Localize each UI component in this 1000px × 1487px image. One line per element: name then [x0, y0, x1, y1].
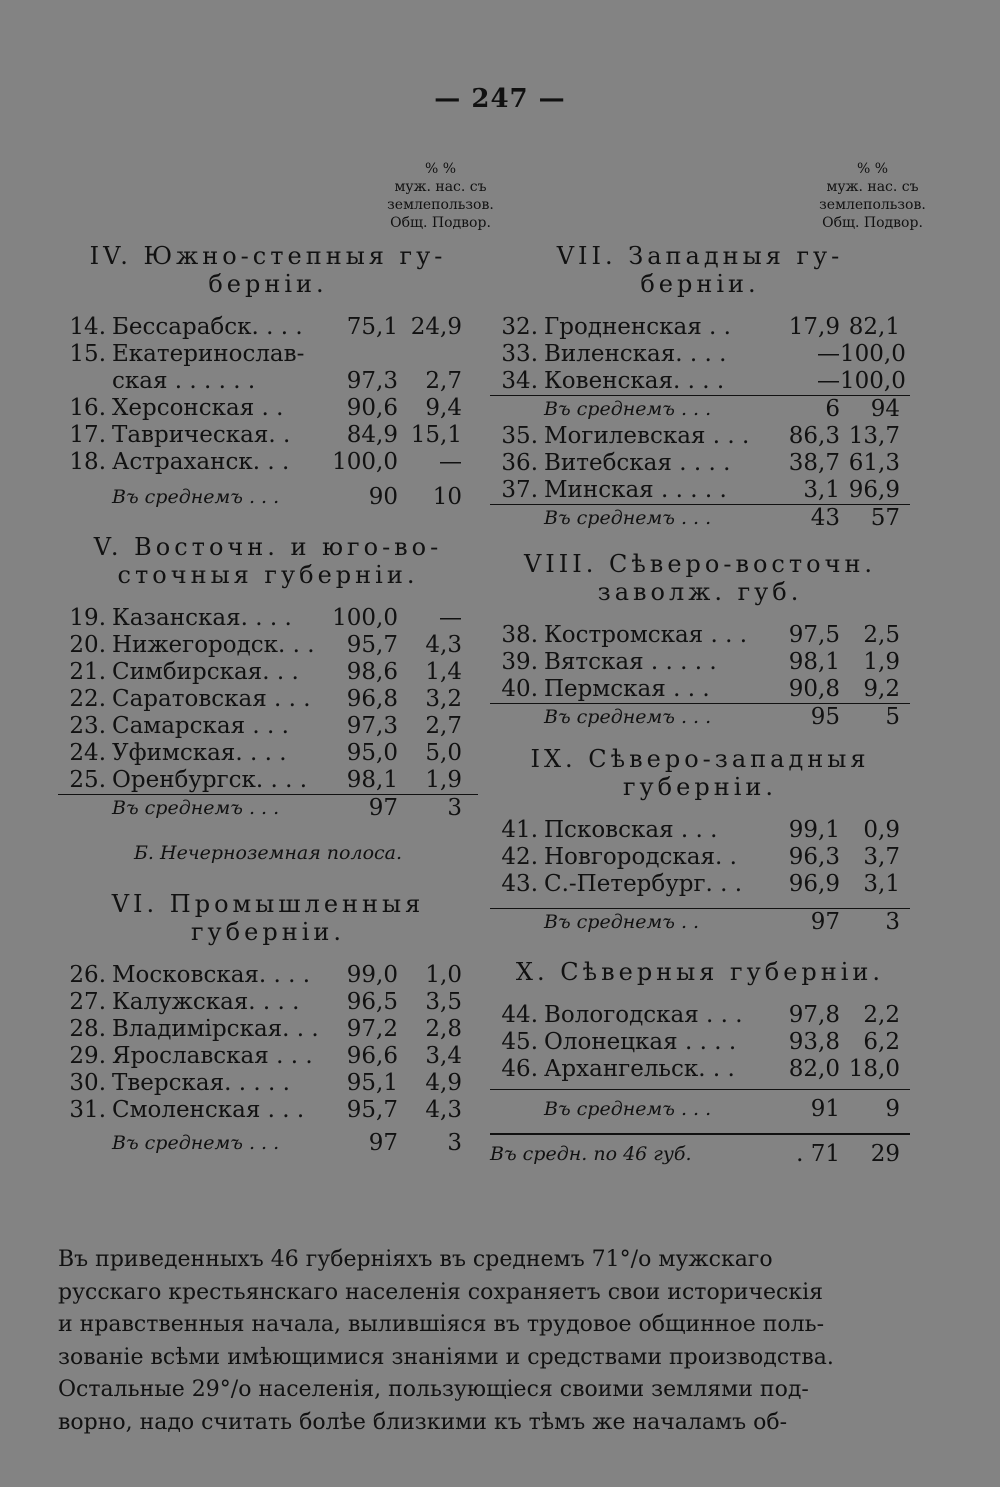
section-title-ix [490, 745, 910, 801]
section-title-iv [58, 242, 478, 298]
average-row: Въ среднемъ . . . 97 3 [112, 1130, 462, 1156]
section-title-line: VI. Промышленныя [111, 890, 425, 918]
section-title-v [58, 533, 478, 589]
header-line-2: землепользов. [387, 197, 494, 213]
section-title-line: IV. Южно-степныя гу- [89, 242, 447, 270]
left-column [58, 160, 494, 1157]
section-title-line: IX. Сѣверо-западныя [530, 745, 870, 773]
section-b-note: Б. Нечерноземная полоса. [133, 842, 403, 864]
table-row: 28. Владимірская. . . 97,2 2,8 [69, 1016, 462, 1042]
table-row: 35. Могилевская . . . 86,3 13,7 [501, 423, 900, 449]
table-row: 45. Олонецкая . . . . 93,8 6,2 [501, 1029, 900, 1055]
table-row: 15. Екатеринослав- [69, 341, 305, 367]
table-row: 23. Самарская . . . 97,3 2,7 [69, 713, 462, 739]
average-row: Въ среднемъ . . 97 3 [490, 908, 910, 936]
section-title-viii [490, 550, 910, 606]
section-title-line: губерніи. [190, 918, 345, 946]
header-percent: % % [856, 161, 889, 177]
section-title-vii [490, 242, 910, 298]
paragraph-line: Остальные 29°/о населенія, пользующіеся своими землями под- [58, 1377, 809, 1402]
header-line-1: муж. нас. съ [826, 179, 919, 195]
section-title-line: сточныя губерніи. [117, 561, 419, 589]
table-row: 18. Астраханск. . . 100,0 — [69, 449, 462, 475]
table-row: 36. Витебская . . . . 38,7 61,3 [501, 450, 900, 476]
table-row: 29. Ярославская . . . 96,6 3,4 [69, 1043, 462, 1069]
table-row: 22. Саратовская . . . 96,8 3,2 [69, 686, 462, 712]
table-row: 19. Казанская. . . . 100,0 — [69, 605, 462, 631]
table-row: 43. С.-Петербург. . . 96,9 3,1 [501, 871, 900, 897]
table-row: 31. Смоленская . . . 95,7 4,3 [69, 1097, 462, 1123]
section-title-line: берніи. [640, 270, 760, 298]
table-row: 21. Симбирская. . . 98,6 1,4 [69, 659, 462, 685]
average-row: Въ среднемъ . . . 95 5 [490, 703, 910, 731]
table-row: 16. Херсонская . . 90,6 9,4 [69, 395, 462, 421]
paragraph-line: зованіе всѣми имѣющимися знаніями и средствами производства. [58, 1344, 834, 1370]
page-number: — 247 — [434, 84, 566, 114]
paragraph-line: русскаго крестьянскаго населенія сохраняетъ свои историческія [58, 1279, 824, 1305]
header-line-3: Общ. Подвор. [390, 215, 491, 231]
table-row: 41. Псковская . . . 99,1 0,9 [501, 817, 900, 843]
table-row: 44. Вологодская . . . 97,8 2,2 [501, 1002, 900, 1028]
table-row: 34. Ковенская. . . . — 100,0 [501, 368, 906, 394]
table-row: 17. Таврическая. . 84,9 15,1 [69, 422, 462, 448]
table-row: 37. Минская . . . . . 3,1 96,9 [501, 477, 900, 503]
section-title-line: берніи. [208, 270, 328, 298]
average-row: Въ среднемъ . . . 6 94 [490, 395, 910, 423]
header-line-1: муж. нас. съ [394, 179, 487, 195]
header-line-3: Общ. Подвор. [822, 215, 923, 231]
table-row: 38. Костромская . . . 97,5 2,5 [501, 622, 900, 648]
section-title-vi [58, 890, 478, 946]
table-row: 46. Архангельск. . . 82,0 18,0 [501, 1056, 900, 1082]
table-row: 25. Оренбургск. . . . 98,1 1,9 [69, 767, 462, 793]
total-average-row: Въ средн. по 46 губ. . 71 29 [490, 1133, 910, 1168]
section-title-line: VII. Западныя гу- [556, 242, 844, 270]
table-row: 39. Вятская . . . . . 98,1 1,9 [501, 649, 900, 675]
average-row: Въ среднемъ . . . 97 3 [58, 794, 478, 822]
section-title-line: X. Сѣверныя губерніи. [515, 958, 885, 986]
body-paragraph [58, 1244, 898, 1439]
header-line-2: землепользов. [819, 197, 926, 213]
table-row: 30. Тверская. . . . . 95,1 4,9 [69, 1070, 462, 1096]
table-row: 27. Калужская. . . . 96,5 3,5 [69, 989, 462, 1015]
section-title-line: заволж. губ. [597, 578, 803, 606]
right-column [490, 160, 926, 1168]
table-row: 14. Бессарабск. . . . 75,1 24,9 [69, 314, 462, 340]
table-row: 20. Нижегородск. . . 95,7 4,3 [69, 632, 462, 658]
table-row: ская . . . . . . 97,3 2,7 [112, 368, 462, 394]
header-percent: % % [424, 161, 457, 177]
table-row: 26. Московская. . . . 99,0 1,0 [69, 962, 462, 988]
average-row: Въ среднемъ . . . 43 57 [490, 504, 910, 532]
average-row: Въ среднемъ . . . 91 9 [490, 1089, 910, 1123]
table-row: 42. Новгородская. . 96,3 3,7 [501, 844, 900, 870]
paragraph-line: Въ приведенныхъ 46 губерніяхъ въ среднемъ 71°/о мужскаго [58, 1247, 773, 1272]
section-title-line: V. Восточн. и юго-во- [93, 533, 443, 561]
section-title-line: губерніи. [622, 773, 777, 801]
table-row: 24. Уфимская. . . . 95,0 5,0 [69, 740, 462, 766]
section-title-x [490, 958, 910, 986]
section-title-line: VIII. Сѣверо-восточн. [523, 550, 877, 578]
paragraph-line: ворно, надо считать болѣе близкими къ тѣмъ же началамъ об- [58, 1409, 788, 1435]
average-row: Въ среднемъ . . . 90 10 [112, 484, 462, 510]
table-row: 40. Пермская . . . 90,8 9,2 [501, 676, 900, 702]
paragraph-line: и нравственныя начала, вылившіяся въ трудовое общинное поль- [58, 1312, 825, 1337]
column-header [780, 160, 965, 232]
table-row: 33. Виленская. . . . — 100,0 [501, 341, 906, 367]
table-row: 32. Гродненская . . 17,9 82,1 [501, 314, 900, 340]
